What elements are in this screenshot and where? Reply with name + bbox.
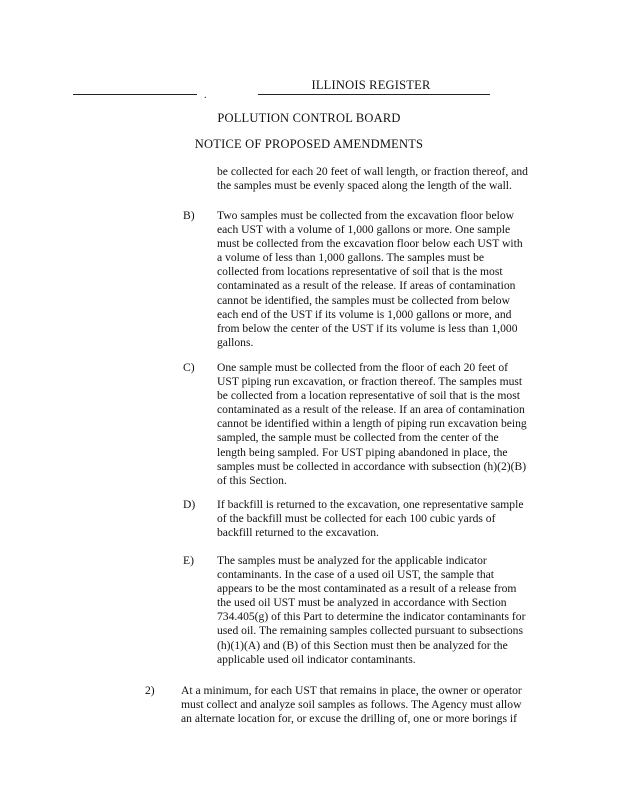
paragraph-c — [217, 361, 527, 488]
text-line: appears to be the most contaminated as a result of a release from — [217, 582, 517, 596]
text-line: At a minimum, for each UST that remains in place, the owner or operator — [181, 684, 522, 697]
item-label-2: 2) — [145, 684, 155, 697]
header-dot: . — [204, 90, 207, 101]
text-line: contaminated as a result of the release. If an area of contamination — [217, 403, 525, 417]
text-line: 734.405(g) of this Part to determine the indicator contaminants for — [217, 610, 526, 624]
header-rule-right — [258, 94, 490, 95]
text-line: must be collected from the excavation floor below each UST with — [217, 237, 523, 251]
text-line: length being sampled. For UST piping abandoned in place, the — [217, 445, 508, 459]
text-line: cannot be identified within a length of piping run excavation being — [217, 417, 527, 431]
paragraph-b — [217, 209, 523, 350]
text-line: samples must be collected in accordance with subsection (h)(2)(B) — [217, 459, 527, 473]
text-line: an alternate location for, or excuse the drilling of, one or more borings if — [181, 712, 517, 726]
item-label-c: C) — [183, 361, 195, 374]
text-line: applicable used oil indicator contaminants. — [217, 652, 416, 666]
text-line: each end of the UST if its volume is 1,000 gallons or more, and — [217, 307, 512, 321]
text-line: the samples must be evenly spaced along the length of the wall. — [217, 179, 512, 193]
text-line: contaminated as a result of the release. If areas of contamination — [217, 279, 516, 293]
board-title: POLLUTION CONTROL BOARD — [217, 111, 401, 125]
text-line: contaminants. In the case of a used oil UST, the sample that — [217, 568, 494, 582]
text-line: of this Section. — [217, 473, 287, 487]
notice-title: NOTICE OF PROPOSED AMENDMENTS — [194, 137, 424, 151]
text-line: of the backfill must be collected for each 100 cubic yards of — [217, 512, 496, 526]
item-label-e: E) — [183, 554, 194, 567]
text-line: be collected for each 20 feet of wall length, or fraction thereof, and — [217, 165, 528, 178]
paragraph-d — [217, 498, 523, 540]
text-line: cannot be identified, the samples must be collected from below — [217, 293, 510, 307]
text-line: backfill returned to the excavation. — [217, 526, 379, 540]
text-line: from below the center of the UST if its volume is less than 1,000 — [217, 321, 518, 335]
paragraph-2 — [181, 684, 522, 726]
item-label-b: B) — [183, 209, 195, 222]
text-line: must collect and analyze soil samples as follows. The Agency must allow — [181, 698, 522, 712]
header-rule-left — [73, 94, 197, 95]
register-title: ILLINOIS REGISTER — [311, 78, 431, 92]
text-line: gallons. — [217, 335, 254, 349]
text-line: a volume of less than 1,000 gallons. The samples must be — [217, 251, 485, 265]
text-line: One sample must be collected from the floor of each 20 feet of — [217, 361, 509, 374]
text-line: sampled, the sample must be collected from the center of the — [217, 431, 499, 445]
text-line: each UST with a volume of 1,000 gallons or more. One sample — [217, 223, 511, 237]
text-line: collected from locations representative of soil that is the most — [217, 265, 503, 279]
text-line: If backfill is returned to the excavation, one representative sample — [217, 498, 524, 511]
paragraph-e — [217, 554, 525, 667]
text-line: (h)(1)(A) and (B) of this Section must then be analyzed for the — [217, 638, 508, 652]
text-line: UST piping run excavation, or fraction thereof. The samples must — [217, 375, 523, 389]
text-line: the used oil UST must be analyzed in accordance with Section — [217, 596, 507, 610]
text-line: used oil. The remaining samples collected pursuant to subsections — [217, 624, 523, 638]
paragraph-a-continuation — [217, 165, 528, 193]
text-line: be collected from a location representative of soil that is the most — [217, 389, 520, 403]
text-line: Two samples must be collected from the excavation floor below — [217, 209, 514, 222]
text-line: The samples must be analyzed for the applicable indicator — [217, 554, 487, 567]
item-label-d: D) — [183, 498, 196, 511]
